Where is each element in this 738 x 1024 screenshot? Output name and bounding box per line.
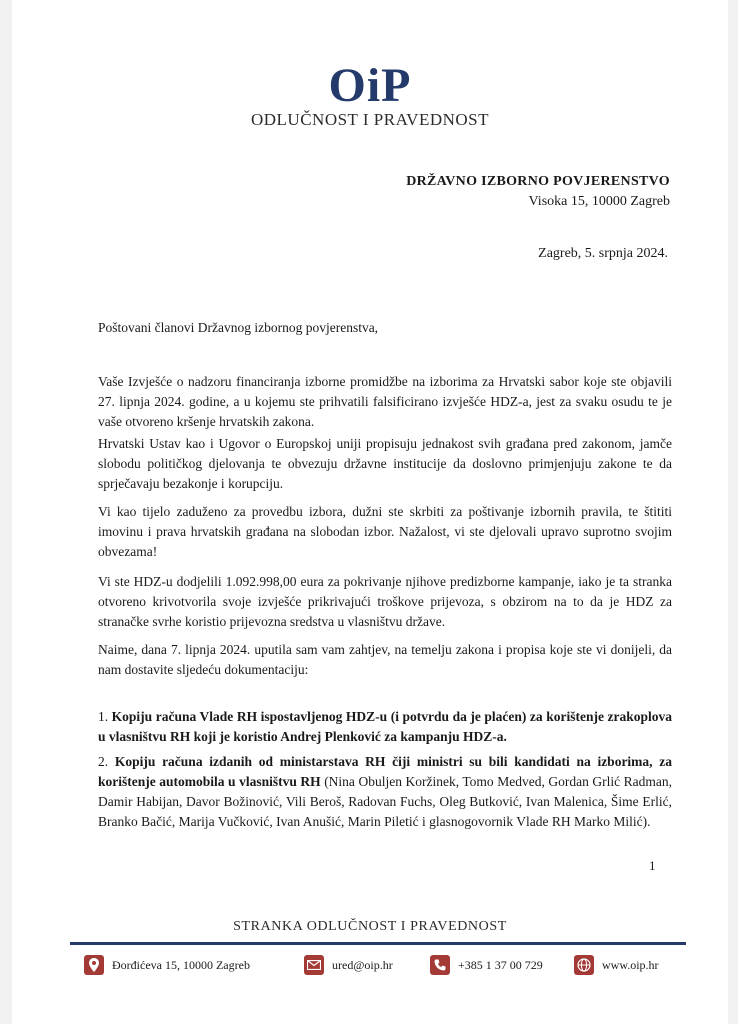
footer-email-text[interactable]: ured@oip.hr: [332, 957, 393, 972]
footer-divider: [70, 942, 686, 945]
footer-phone-text[interactable]: +385 1 37 00 729: [458, 957, 543, 972]
footer-address: [84, 954, 250, 976]
footer-address-text: Đorđićeva 15, 10000 Zagreb: [112, 957, 250, 972]
paragraph: Vaše Izvješće o nadzoru financiranja izborne promidžbe na izborima za Hrvatski sabor koje ste objavili 27. lipnja 2024. godine, a u kojemu ste prihvatili falsificirano izvješće HDZ-a, jest za svaku osudu te je vaše otvoreno kršenje hrvatskih zakona.: [98, 374, 672, 429]
footer-title: STRANKA ODLUČNOST I PRAVEDNOST: [233, 919, 507, 934]
logo-accent: P: [381, 59, 412, 112]
globe-icon: [574, 955, 594, 975]
footer-phone[interactable]: [430, 954, 543, 976]
phone-icon: [430, 955, 450, 975]
footer-website[interactable]: [574, 954, 659, 976]
party-logo: [12, 60, 728, 112]
item-number: 1.: [98, 709, 109, 724]
salutation: Poštovani članovi Državnog izbornog povjerenstva,: [98, 320, 379, 335]
item-text: (Nina Obuljen Koržinek, Tomo Medved, Gordan Grlić Radman, Damir Habijan, Davor Božinović, Vili Beroš, Radovan Fuchs, Oleg Butković, Ivan Malenica, Šime Erlić, Branko Bačić, Marija Vučković, Ivan Anušić, Marin Piletić i glasnogovornik Vlade RH Marko Milić).: [98, 774, 672, 829]
letter-date: Zagreb, 5. srpnja 2024.: [538, 246, 668, 261]
letter-page: [12, 0, 728, 1024]
footer-website-text[interactable]: www.oip.hr: [602, 957, 659, 972]
paragraph: Vi ste HDZ-u dodjelili 1.092.998,00 eura za pokrivanje njihove predizborne kampanje, iako je ta stranka otvoreno krivotvorila svoje izvješće prikrivajući troškove prijevoza, s obzirom na to da je HDZ za stranačke svrhe koristio prijevozna sredstva u vlasništvu države.: [98, 574, 672, 629]
list-item: [98, 707, 672, 747]
logo-main: Oi: [328, 59, 382, 112]
envelope-icon: [304, 955, 324, 975]
recipient-block: [406, 172, 670, 212]
list-item: [98, 752, 672, 832]
location-pin-icon: [84, 955, 104, 975]
recipient-address: Visoka 15, 10000 Zagreb: [528, 194, 670, 209]
item-bold-text: Kopiju računa Vlade RH ispostavljenog HDZ-u (i potvrdu da je plaćen) za korištenje zrakoplova u vlasništvu RH koji je koristio Andrej Plenković za kampanju HDZ-a.: [98, 709, 673, 744]
page-number: 1: [649, 858, 656, 873]
item-bold-text: Kopiju računa izdanih od ministarstava RH čiji ministri su bili kandidati na izborima, za korištenje automobila u vlasništvu RH: [98, 754, 673, 789]
party-name: ODLUČNOST I PRAVEDNOST: [250, 110, 489, 129]
paragraph: Naime, dana 7. lipnja 2024. uputila sam vam zahtjev, na temelju zakona i propisa koje ste vi donijeli, da nam dostavite sljedeću dokumentaciju:: [98, 642, 672, 677]
paragraph: Vi kao tijelo zaduženo za provedbu izbora, dužni ste skrbiti za poštivanje izbornih pravila, te štititi imovinu i prava hrvatskih građana na slobodan izbor. Nažalost, vi ste djelovali upravo suprotno svojim obvezama!: [98, 504, 672, 559]
footer-email[interactable]: [304, 954, 393, 976]
item-number: 2.: [98, 754, 109, 769]
paragraph: Hrvatski Ustav kao i Ugovor o Europskoj uniji propisuju jednakost svih građana pred zakonom, jamče slobodu političkog djelovanja te obvezuju državne institucije da doslovno primjenjuju zakone te da sprječavaju bezakonje i korupciju.: [98, 436, 672, 491]
recipient-name: DRŽAVNO IZBORNO POVJERENSTVO: [406, 174, 670, 189]
